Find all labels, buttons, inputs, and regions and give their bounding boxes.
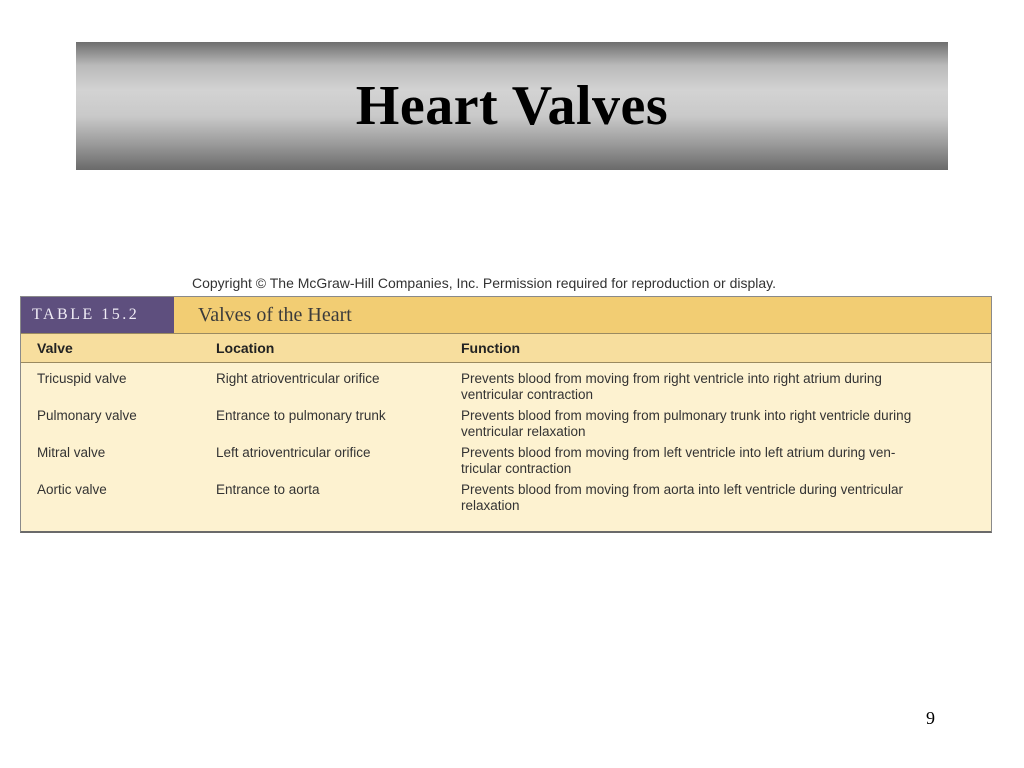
table-number: TABLE 15.2	[21, 297, 174, 333]
cell-function-line: ventricular contraction	[461, 387, 594, 402]
slide-title: Heart Valves	[355, 75, 669, 137]
column-header-valve: Valve	[37, 340, 73, 356]
cell-function-line: relaxation	[461, 498, 520, 513]
cell-function-line: tricular contraction	[461, 461, 572, 476]
cell-function-line: Prevents blood from moving from pulmonary trunk into right ventricle during	[461, 408, 912, 423]
cell-valve: Aortic valve	[37, 482, 107, 497]
cell-function-line: Prevents blood from moving from right ventricle into right atrium during	[461, 371, 882, 386]
cell-function-line: Prevents blood from moving from aorta into left ventricle during ventricular	[461, 482, 903, 497]
table-row	[21, 371, 991, 408]
table-body	[21, 371, 991, 519]
table-row	[21, 408, 991, 445]
cell-location: Entrance to aorta	[216, 482, 320, 497]
title-bar	[76, 42, 948, 170]
table-header-row	[21, 334, 991, 363]
cell-location: Left atrioventricular orifice	[216, 445, 371, 460]
column-header-location: Location	[216, 340, 275, 356]
table-row	[21, 445, 991, 482]
cell-function	[461, 371, 981, 403]
page-number: 9	[926, 708, 935, 728]
cell-location: Right atrioventricular orifice	[216, 371, 380, 386]
table-row	[21, 482, 991, 519]
cell-function	[461, 408, 981, 440]
cell-function-line: ventricular relaxation	[461, 424, 586, 439]
table-caption-row	[21, 297, 991, 334]
valves-table	[20, 296, 992, 533]
cell-valve: Tricuspid valve	[37, 371, 127, 386]
cell-function-line: Prevents blood from moving from left ventricle into left atrium during ven-	[461, 445, 896, 460]
copyright-notice: Copyright © The McGraw-Hill Companies, Inc. Permission required for reproduction or display.	[192, 275, 777, 291]
cell-valve: Mitral valve	[37, 445, 106, 460]
table-caption: Valves of the Heart	[174, 297, 991, 333]
cell-location: Entrance to pulmonary trunk	[216, 408, 386, 423]
cell-valve: Pulmonary valve	[37, 408, 137, 423]
cell-function	[461, 482, 981, 514]
column-header-function: Function	[461, 340, 521, 356]
cell-function	[461, 445, 981, 477]
